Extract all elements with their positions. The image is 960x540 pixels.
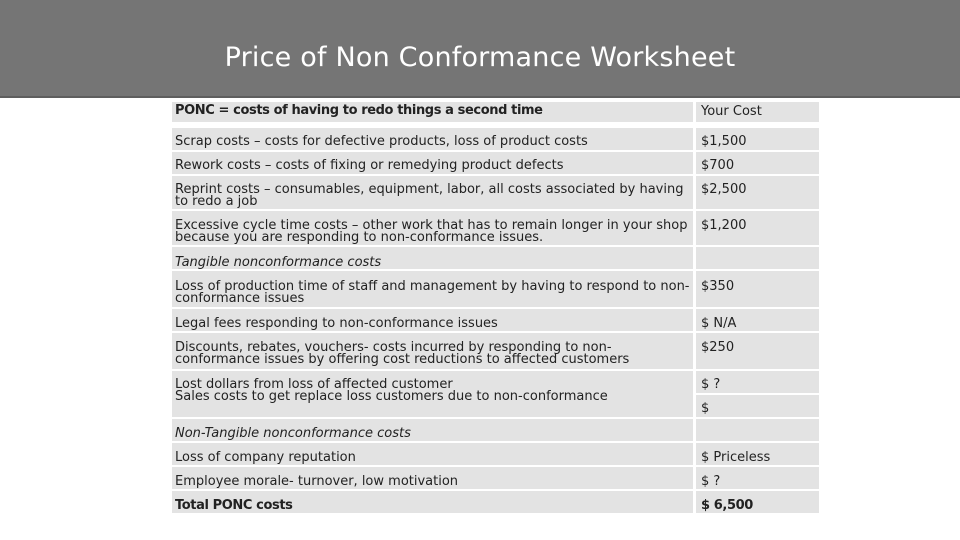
row-cost: $250 <box>701 340 735 355</box>
table-row-label <box>172 176 693 209</box>
row-cost: $1,500 <box>701 134 747 149</box>
table-row-cost <box>696 271 819 307</box>
row-label: Lost dollars from loss of affected customer <box>175 377 453 392</box>
row-label: Loss of production time of staff and management by having to respond to non-conformance issues <box>175 279 690 306</box>
row-cost: $ ? <box>701 474 721 489</box>
row-label: Employee morale- turnover, low motivation <box>175 474 459 489</box>
table-row-label <box>172 443 693 465</box>
page-title: Price of Non Conformance Worksheet <box>224 42 736 73</box>
section-label-tangible <box>172 247 693 269</box>
row-cost: $ Priceless <box>701 450 771 465</box>
table-row-cost <box>696 152 819 174</box>
table-row-cost <box>696 395 819 417</box>
row-label: Scrap costs – costs for defective products, loss of product costs <box>175 134 588 149</box>
row-cost: $ N/A <box>701 316 737 331</box>
total-label: Total PONC costs <box>175 498 293 513</box>
table-row-label <box>172 371 693 417</box>
table-row-label <box>172 271 693 307</box>
table-row-cost <box>696 309 819 331</box>
row-label: Discounts, rebates, vouchers- costs incurred by responding to non-conformance issues by offering cost reductions to affected customers <box>175 340 630 367</box>
total-cost: $ 6,500 <box>701 498 753 513</box>
row-cost: $1,200 <box>701 218 747 233</box>
header-cost-label: Your Cost <box>701 104 762 119</box>
header-label-cell <box>172 102 693 122</box>
row-cost: $2,500 <box>701 182 747 197</box>
row-label: Reprint costs – consumables, equipment, labor, all costs associated by having to redo a job <box>175 182 684 209</box>
table-row-cost <box>696 128 819 150</box>
table-row-label <box>172 152 693 174</box>
header-cost-cell <box>696 102 819 122</box>
section-cost-empty <box>696 247 819 269</box>
row-cost: $ ? <box>701 377 721 392</box>
total-cost-cell <box>696 491 819 513</box>
row-cost: $700 <box>701 158 735 173</box>
row-label: Rework costs – costs of fixing or remedying product defects <box>175 158 564 173</box>
section-cost-empty <box>696 419 819 441</box>
row-cost: $ <box>701 401 710 416</box>
table-row-label <box>172 128 693 150</box>
row-cost: $350 <box>701 279 735 294</box>
row-label: Excessive cycle time costs – other work that has to remain longer in your shop because you are responding to non-conformance issues. <box>175 218 688 245</box>
table-row-label <box>172 333 693 369</box>
header-label: PONC = costs of having to redo things a second time <box>175 103 543 118</box>
row-label: Loss of company reputation <box>175 450 356 465</box>
table-row-cost <box>696 176 819 209</box>
table-row-cost <box>696 333 819 369</box>
table-row-cost <box>696 443 819 465</box>
section-label: Non-Tangible nonconformance costs <box>175 426 411 441</box>
table-row-label <box>172 211 693 245</box>
section-label: Tangible nonconformance costs <box>175 255 382 269</box>
table-row-cost <box>696 211 819 245</box>
title-bar <box>0 0 960 98</box>
total-label-cell <box>172 491 693 513</box>
table-row-cost <box>696 371 819 393</box>
table-row-cost <box>696 467 819 489</box>
row-label: Legal fees responding to non-conformance issues <box>175 316 498 331</box>
table-row-label <box>172 309 693 331</box>
table-row-label <box>172 467 693 489</box>
section-label-non-tangible <box>172 419 693 441</box>
row-label: Sales costs to get replace loss customers due to non-conformance <box>175 389 608 404</box>
